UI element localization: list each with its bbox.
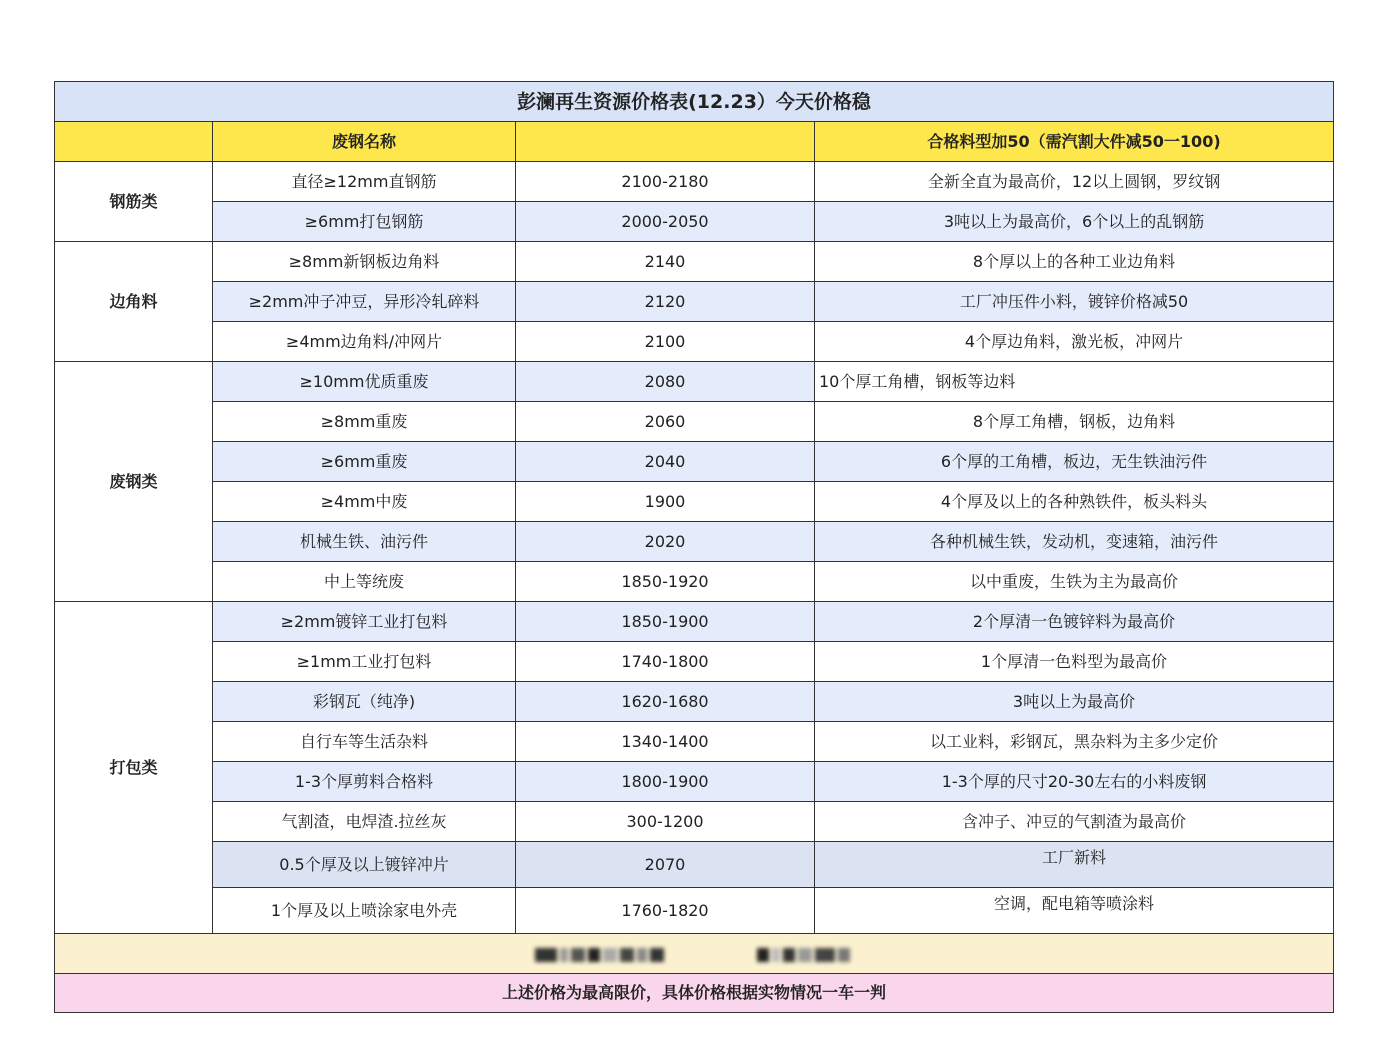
category-rebar: 钢筋类	[55, 162, 213, 242]
item-price: 1760-1820	[516, 888, 815, 934]
item-price: 2100	[516, 322, 815, 362]
item-name: ≥8mm重废	[213, 402, 516, 442]
item-name: 0.5个厚及以上镀锌冲片	[213, 842, 516, 888]
table-title: 彭澜再生资源价格表(12.23）今天价格稳	[55, 82, 1334, 122]
item-note: 工厂冲压件小料，镀锌价格减50	[815, 282, 1334, 322]
item-note: 空调，配电箱等喷涂料	[815, 888, 1334, 934]
item-note: 1-3个厚的尺寸20-30左右的小料废钢	[815, 762, 1334, 802]
item-price: 2100-2180	[516, 162, 815, 202]
item-price: 1620-1680	[516, 682, 815, 722]
item-price: 1740-1800	[516, 642, 815, 682]
table-row	[55, 722, 1334, 762]
item-note: 2个厚清一色镀锌料为最高价	[815, 602, 1334, 642]
table-row	[55, 842, 1334, 888]
item-name: 气割渣，电焊渣.拉丝灰	[213, 802, 516, 842]
item-price: 2080	[516, 362, 815, 402]
table-row	[55, 642, 1334, 682]
item-name: ≥6mm打包钢筋	[213, 202, 516, 242]
header-name: 废钢名称	[213, 122, 516, 162]
item-name: ≥8mm新钢板边角料	[213, 242, 516, 282]
table-row	[55, 682, 1334, 722]
item-name: ≥2mm冲子冲豆，异形冷轧碎料	[213, 282, 516, 322]
redacted-block	[535, 947, 667, 961]
item-name: 中上等统废	[213, 562, 516, 602]
item-price: 1800-1900	[516, 762, 815, 802]
table-row	[55, 482, 1334, 522]
item-price: 2120	[516, 282, 815, 322]
item-price: 1850-1900	[516, 602, 815, 642]
table-row	[55, 242, 1334, 282]
item-price: 300-1200	[516, 802, 815, 842]
item-note: 4个厚及以上的各种熟铁件，板头料头	[815, 482, 1334, 522]
item-name: 自行车等生活杂料	[213, 722, 516, 762]
table-row	[55, 562, 1334, 602]
item-note: 1个厚清一色料型为最高价	[815, 642, 1334, 682]
item-price: 2140	[516, 242, 815, 282]
item-note: 含冲子、冲豆的气割渣为最高价	[815, 802, 1334, 842]
category-offcut: 边角料	[55, 242, 213, 362]
item-name: ≥4mm边角料/冲网片	[213, 322, 516, 362]
table-row	[55, 402, 1334, 442]
category-scrap: 废钢类	[55, 362, 213, 602]
item-note: 10个厚工角槽，钢板等边料	[815, 362, 1334, 402]
item-price: 2000-2050	[516, 202, 815, 242]
table-row	[55, 522, 1334, 562]
item-name: ≥1mm工业打包料	[213, 642, 516, 682]
item-name: ≥4mm中废	[213, 482, 516, 522]
item-note: 以工业料，彩钢瓦，黑杂料为主多少定价	[815, 722, 1334, 762]
item-price: 2040	[516, 442, 815, 482]
header-note: 合格料型加50（需汽割大件减50一100)	[815, 122, 1334, 162]
item-price: 2070	[516, 842, 815, 888]
item-name: 彩钢瓦（纯净)	[213, 682, 516, 722]
item-price: 1340-1400	[516, 722, 815, 762]
item-name: ≥6mm重废	[213, 442, 516, 482]
item-note: 全新全直为最高价，12以上圆钢，罗纹钢	[815, 162, 1334, 202]
table-row	[55, 362, 1334, 402]
category-bale: 打包类	[55, 602, 213, 934]
item-name: 直径≥12mm直钢筋	[213, 162, 516, 202]
disclaimer: 上述价格为最高限价，具体价格根据实物情况一车一判	[55, 974, 1334, 1013]
price-table	[54, 81, 1334, 1013]
table-row	[55, 442, 1334, 482]
header-category	[55, 122, 213, 162]
item-name: ≥10mm优质重废	[213, 362, 516, 402]
disclaimer-row	[55, 974, 1334, 1013]
table-row	[55, 602, 1334, 642]
contact-row	[55, 934, 1334, 974]
item-name: 1个厚及以上喷涂家电外壳	[213, 888, 516, 934]
item-price: 1900	[516, 482, 815, 522]
item-note: 8个厚以上的各种工业边角料	[815, 242, 1334, 282]
item-price: 1850-1920	[516, 562, 815, 602]
item-note: 工厂新料	[815, 842, 1334, 888]
table-row	[55, 322, 1334, 362]
item-note: 8个厚工角槽，钢板，边角料	[815, 402, 1334, 442]
item-name: ≥2mm镀锌工业打包料	[213, 602, 516, 642]
table-row	[55, 202, 1334, 242]
item-note: 以中重废，生铁为主为最高价	[815, 562, 1334, 602]
item-price: 2020	[516, 522, 815, 562]
table-row	[55, 282, 1334, 322]
item-note: 3吨以上为最高价	[815, 682, 1334, 722]
table-row	[55, 762, 1334, 802]
item-note: 各种机械生铁，发动机，变速箱，油污件	[815, 522, 1334, 562]
item-name: 机械生铁、油污件	[213, 522, 516, 562]
table-row	[55, 802, 1334, 842]
item-note: 6个厚的工角槽，板边，无生铁油污件	[815, 442, 1334, 482]
item-note: 3吨以上为最高价，6个以上的乱钢筋	[815, 202, 1334, 242]
table-row	[55, 162, 1334, 202]
header-row	[55, 122, 1334, 162]
table-row	[55, 888, 1334, 934]
item-name: 1-3个厚剪料合格料	[213, 762, 516, 802]
redacted-contact	[55, 934, 1334, 974]
redacted-block	[757, 947, 853, 961]
title-row	[55, 82, 1334, 122]
item-note: 4个厚边角料，激光板，冲网片	[815, 322, 1334, 362]
header-price	[516, 122, 815, 162]
item-price: 2060	[516, 402, 815, 442]
